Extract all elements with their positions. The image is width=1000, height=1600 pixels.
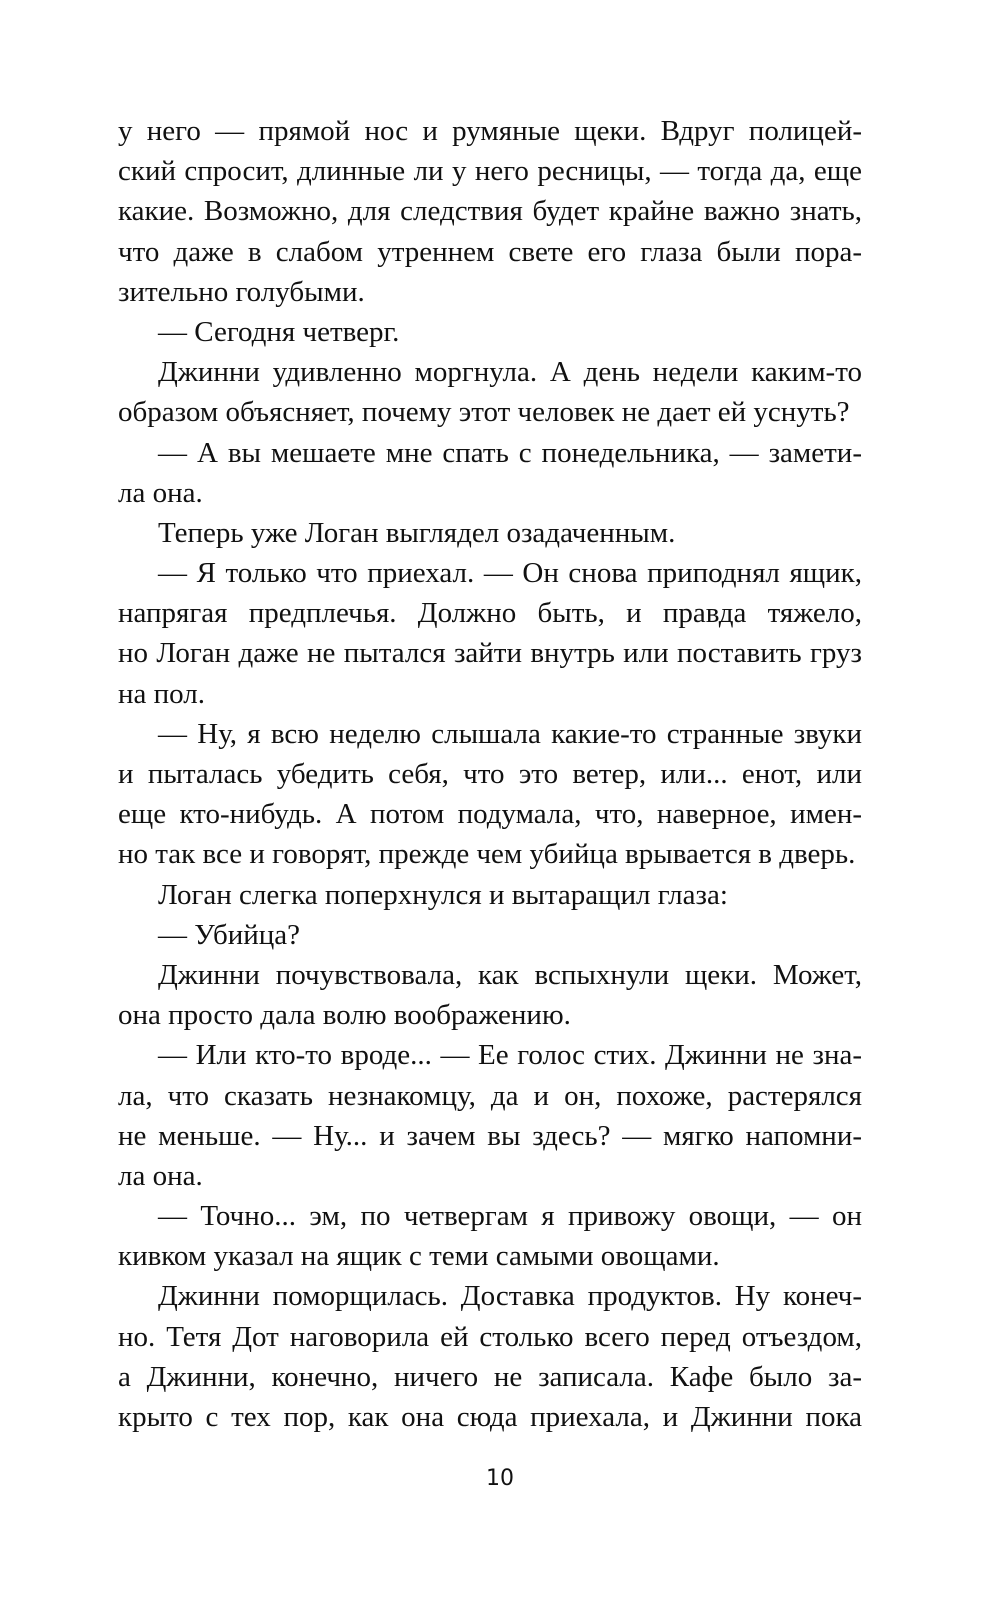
text-line: на пол. [118, 677, 205, 710]
text-line: не меньше. — Ну... и зачем вы здесь? — мягко напомни- [118, 1119, 862, 1152]
text-line: Джинни поморщилась. Доставка продуктов. Ну конеч- [158, 1280, 862, 1313]
text-line: ла, что сказать незнакомцу, да и он, похоже, растерялся [118, 1079, 862, 1112]
text-line: — Убийца? [158, 918, 301, 951]
text-line: и пыталась убедить себя, что это ветер, или... енот, или [118, 758, 862, 790]
text-line: Теперь уже Логан выглядел озадаченным. [158, 516, 676, 549]
text-line: ла она. [118, 1159, 203, 1192]
text-line: — Точно... эм, по четвергам я привожу овощи, — он [158, 1200, 862, 1233]
text-line: какие. Возможно, для следствия будет крайне важно знать, [118, 195, 862, 228]
text-line: зительно голубыми. [118, 275, 365, 308]
text-line: крыто с тех пор, как она сюда приехала, и Джинни пока [118, 1401, 862, 1433]
text-line: что даже в слабом утреннем свете его глаза были пора- [118, 235, 862, 268]
page-number: 10 [486, 1466, 514, 1491]
text-line: напрягая предплечья. Должно быть, и правда тяжело, [118, 597, 862, 630]
text-line: но Логан даже не пытался зайти внутрь или поставить груз [118, 637, 862, 670]
text-line: у него — прямой нос и румяные щеки. Вдруг полицей- [118, 115, 862, 147]
text-line: кивком указал на ящик с теми самыми овощами. [118, 1240, 720, 1273]
text-line: — Или кто-то вроде... — Ее голос стих. Джинни не зна- [158, 1039, 862, 1072]
text-line: а Джинни, конечно, ничего не записала. Кафе было за- [118, 1360, 862, 1393]
text-line: Джинни удивленно моргнула. А день недели каким-то [158, 356, 862, 389]
text-line: — Ну, я всю неделю слышала какие-то странные звуки [158, 717, 862, 750]
text-line: она просто дала волю воображению. [118, 999, 571, 1032]
text-line: но. Тетя Дот наговорила ей столько всего перед отъездом, [118, 1320, 862, 1353]
text-line: — Я только что приехал. — Он снова приподнял ящик, [158, 557, 862, 590]
text-line: — А вы мешаете мне спать с понедельника, — замети- [158, 436, 862, 469]
text-line: — Сегодня четверг. [158, 315, 400, 348]
text-line: образом объясняет, почему этот человек не дает ей уснуть? [118, 396, 850, 429]
book-page-text [118, 111, 862, 1437]
text-line: но так все и говорят, прежде чем убийца врывается в дверь. [118, 838, 856, 871]
text-line: еще кто-нибудь. А потом подумала, что, наверное, имен- [118, 798, 862, 831]
text-line: Джинни почувствовала, как вспыхнули щеки. Может, [158, 958, 862, 991]
text-line: ла она. [118, 476, 203, 509]
text-line: ский спросит, длинные ли у него ресницы, — тогда да, еще [118, 155, 862, 188]
text-line: Логан слегка поперхнулся и вытаращил глаза: [158, 878, 728, 911]
